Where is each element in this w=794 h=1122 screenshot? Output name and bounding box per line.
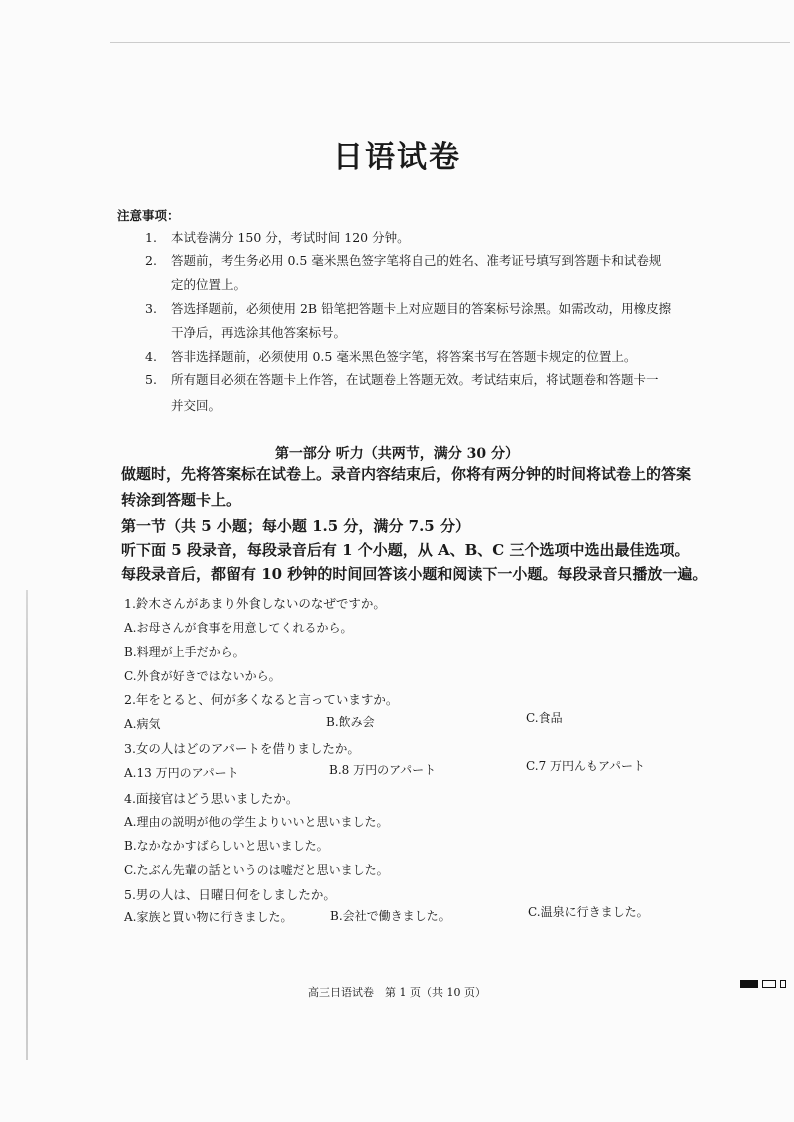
question-5: 5.男の人は、日曜日何をしましたか。 (124, 887, 336, 902)
option-1a: A.お母さんが食事を用意してくれるから。 (124, 621, 353, 635)
page-title: 日语试卷 (333, 140, 461, 175)
option-5c: C.温泉に行きました。 (528, 905, 649, 919)
notes-heading: 注意事项： (117, 208, 180, 223)
question-1: 1.鈴木さんがあまり外食しないのなぜですか。 (124, 596, 386, 611)
box-mark-icon (762, 980, 776, 988)
option-4a: A.理由の説明が他の学生よりいいと思いました。 (124, 815, 389, 829)
option-5a: A.家族と買い物に行きました。 (124, 910, 293, 924)
option-3b: B.8 万円のアパート (329, 763, 437, 777)
note-number: 5. (145, 372, 157, 387)
page-footer: 高三日语试卷 第 1 页（共 10 页） (308, 986, 486, 999)
note-number: 1. (145, 230, 157, 245)
registration-marks (740, 980, 786, 988)
section1-intro-line: 每段录音后，都留有 10 秒钟的时间回答该小题和阅读下一小题。每段录音只播放一遍。 (121, 565, 708, 583)
part1-intro-line: 转涂到答题卡上。 (121, 491, 242, 509)
filled-mark-icon (740, 980, 758, 988)
option-3a: A.13 万円のアパート (124, 766, 239, 780)
note-text: 本试卷满分 150 分，考试时间 120 分钟。 (171, 230, 410, 245)
note-text: 所有题目必须在答题卡上作答，在试题卷上答题无效。考试结束后，将试题卷和答题卡一 (171, 372, 659, 387)
note-text-continued: 干净后，再选涂其他答案标号。 (171, 325, 347, 340)
question-2: 2.年をとると、何が多くなると言っていますか。 (124, 692, 399, 707)
option-1c: C.外食が好きではないから。 (124, 669, 281, 683)
note-number: 4. (145, 349, 157, 364)
section1-title: 第一节（共 5 小题；每小题 1.5 分，满分 7.5 分） (121, 517, 470, 535)
option-3c: C.7 万円んもアパート (526, 759, 646, 773)
part1-title: 第一部分 听力（共两节，满分 30 分） (274, 446, 520, 462)
note-number: 2. (145, 253, 157, 268)
option-2c: C.食品 (526, 711, 563, 725)
option-5b: B.会社で働きました。 (330, 909, 451, 923)
box-mark-icon (780, 980, 786, 988)
option-2a: A.病気 (124, 717, 161, 731)
note-text-continued: 并交回。 (171, 398, 222, 413)
part1-intro-line: 做题时，先将答案标在试卷上。录音内容结束后，你将有两分钟的时间将试卷上的答案 (121, 465, 692, 483)
note-text: 答非选择题前，必须使用 0.5 毫米黑色签字笔，将答案书写在答题卡规定的位置上。 (171, 349, 637, 364)
question-4: 4.面接官はどう思いましたか。 (124, 791, 299, 806)
note-text: 答选择题前，必须使用 2B 铅笔把答题卡上对应题目的答案标号涂黑。如需改动，用橡皮擦 (171, 301, 672, 316)
scan-edge-line (110, 42, 790, 43)
question-3: 3.女の人はどのアパートを借りましたか。 (124, 741, 360, 756)
note-text-continued: 定的位置上。 (171, 277, 247, 292)
option-2b: B.飲み会 (326, 715, 375, 729)
option-4b: B.なかなかすばらしいと思いました。 (124, 839, 329, 853)
section1-intro-line: 听下面 5 段录音，每段录音后有 1 个小题，从 A、B、C 三个选项中选出最佳选项。 (121, 541, 690, 559)
option-4c: C.たぶん先輩の話というのは嘘だと思いました。 (124, 863, 389, 877)
option-1b: B.料理が上手だから。 (124, 645, 245, 659)
note-text: 答题前，考生务必用 0.5 毫米黑色签字笔将自己的姓名、准考证号填写到答题卡和试卷规 (171, 253, 662, 268)
note-number: 3. (145, 301, 157, 316)
